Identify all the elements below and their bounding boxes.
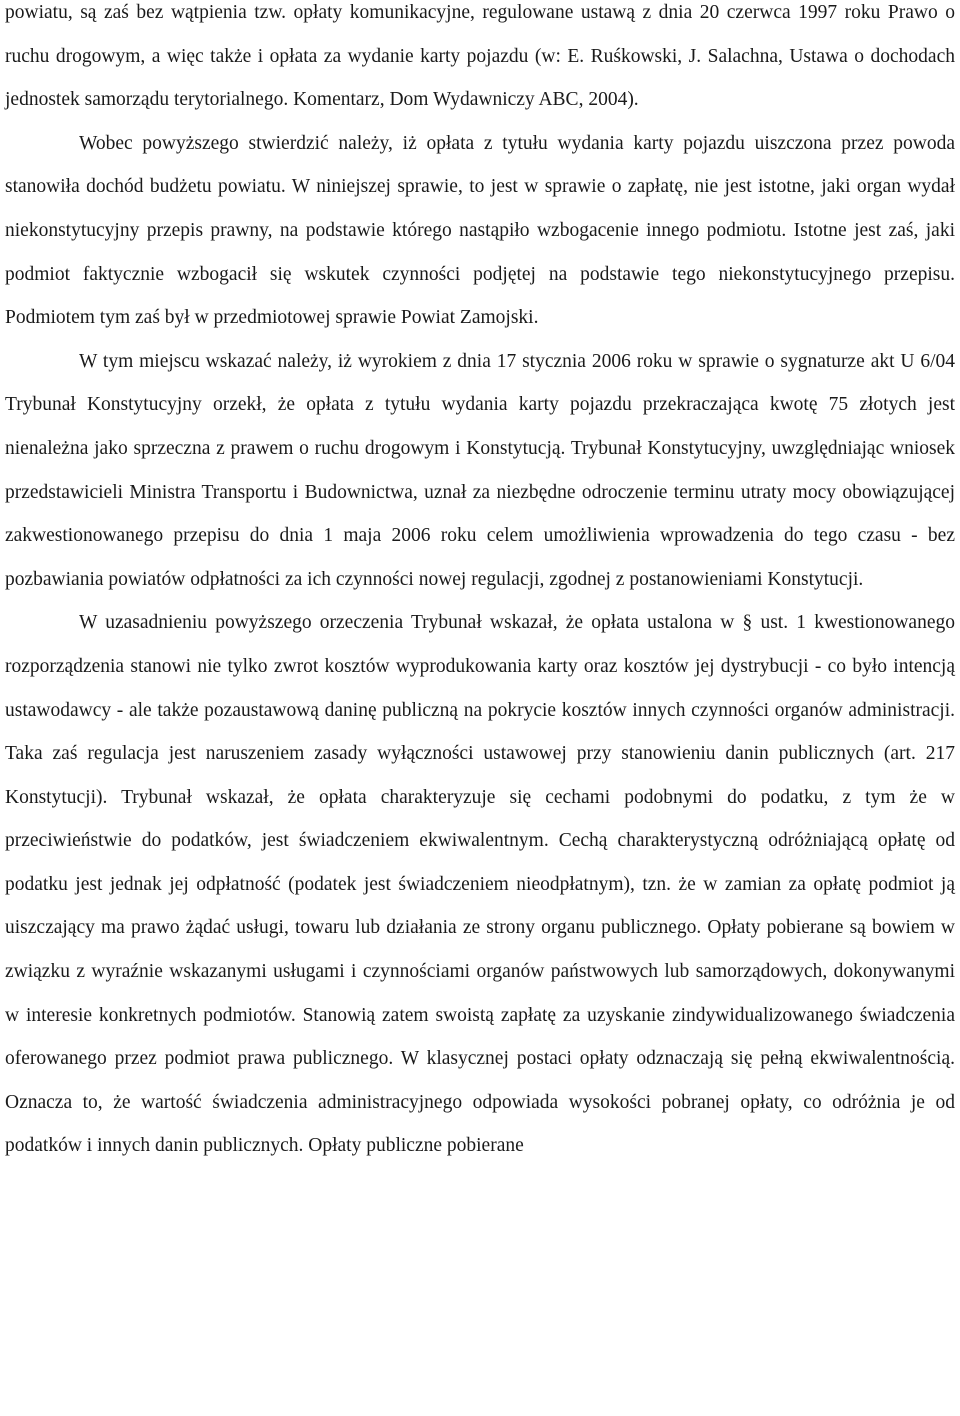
paragraph-budget-income: Wobec powyższego stwierdzić należy, iż opłata z tytułu wydania karty pojazdu uiszczona przez powoda stanowiła dochód budżetu powiatu. W niniejszej sprawie, to jest w sprawie o zapłatę, nie jest istotne, jaki organ wydał niekonstytucyjny przepis prawny, na podstawie którego nastąpiło wzbogacenie innego podmiotu. Istotne jest zaś, jaki podmiot faktycznie wzbogacił się wskutek czynności podjętej na podstawie tego niekonstytucyjnego przepisu. Podmiotem tym zaś był w przedmiotowej sprawie Powiat Zamojski.	[5, 132, 955, 329]
paragraph-tribunal-ruling: W tym miejscu wskazać należy, iż wyrokiem z dnia 17 stycznia 2006 roku w sprawie o sygnaturze akt U 6/04 Trybunał Konstytucyjny orzekł, że opłata z tytułu wydania karty pojazdu przekraczająca kwotę 75 złotych jest nienależna jako sprzeczna z prawem o ruchu drogowym i Konstytucją. Trybunał Konstytucyjny, uwzględniając wniosek przedstawicieli Ministra Transportu i Budownictwa, uznał za niezbędne odroczenie terminu utraty mocy obowiązującej zakwestionowanego przepisu do dnia 1 maja 2006 roku celem umożliwienia wprowadzenia do tego czasu - bez pozbawiania powiatów odpłatności za ich czynności nowej regulacji, zgodnej z postanowieniami Konstytucji.	[5, 350, 955, 590]
document-page	[5, 0, 955, 1168]
paragraph-continuation: powiatu, są zaś bez wątpienia tzw. opłaty komunikacyjne, regulowane ustawą z dnia 20 czerwca 1997 roku Prawo o ruchu drogowym, a więc także i opłata za wydanie karty pojazdu (w: E. Ruśkowski, J. Salachna, Ustawa o dochodach jednostek samorządu terytorialnego. Komentarz, Dom Wydawniczy ABC, 2004).	[5, 2, 955, 111]
paragraph-justification: W uzasadnieniu powyższego orzeczenia Trybunał wskazał, że opłata ustalona w § ust. 1 kwestionowanego rozporządzenia stanowi nie tylko zwrot kosztów wyprodukowania karty oraz kosztów jej dystrybucji - co było intencją ustawodawcy - ale także pozaustawową daninę publiczną na pokrycie kosztów innych czynności organów administracji. Taka zaś regulacja jest naruszeniem zasady wyłączności ustawowej przy stanowieniu danin publicznych (art. 217 Konstytucji). Trybunał wskazał, że opłata charakteryzuje się cechami podobnymi do podatku, z tym że w przeciwieństwie do podatków, jest świadczeniem ekwiwalentnym. Cechą charakterystyczną odróżniającą opłatę od podatku jest jednak jej odpłatność (podatek jest świadczeniem nieodpłatnym), tzn. że w zamian za opłatę podmiot ją uiszczający ma prawo żądać usługi, towaru lub działania ze strony organu publicznego. Opłaty pobierane są bowiem w związku z wyraźnie wskazanymi usługami i czynnościami organów państwowych lub samorządowych, dokonywanymi w interesie konkretnych podmiotów. Stanowią zatem swoistą zapłatę za uzyskanie zindywidualizowanego świadczenia oferowanego przez podmiot prawa publicznego. W klasycznej postaci opłaty odznaczają się pełną ekwiwalentnością. Oznacza to, że wartość świadczenia administracyjnego odpowiada wysokości pobranej opłaty, co odróżnia je od podatków i innych danin publicznych. Opłaty publiczne pobierane	[5, 612, 955, 1157]
